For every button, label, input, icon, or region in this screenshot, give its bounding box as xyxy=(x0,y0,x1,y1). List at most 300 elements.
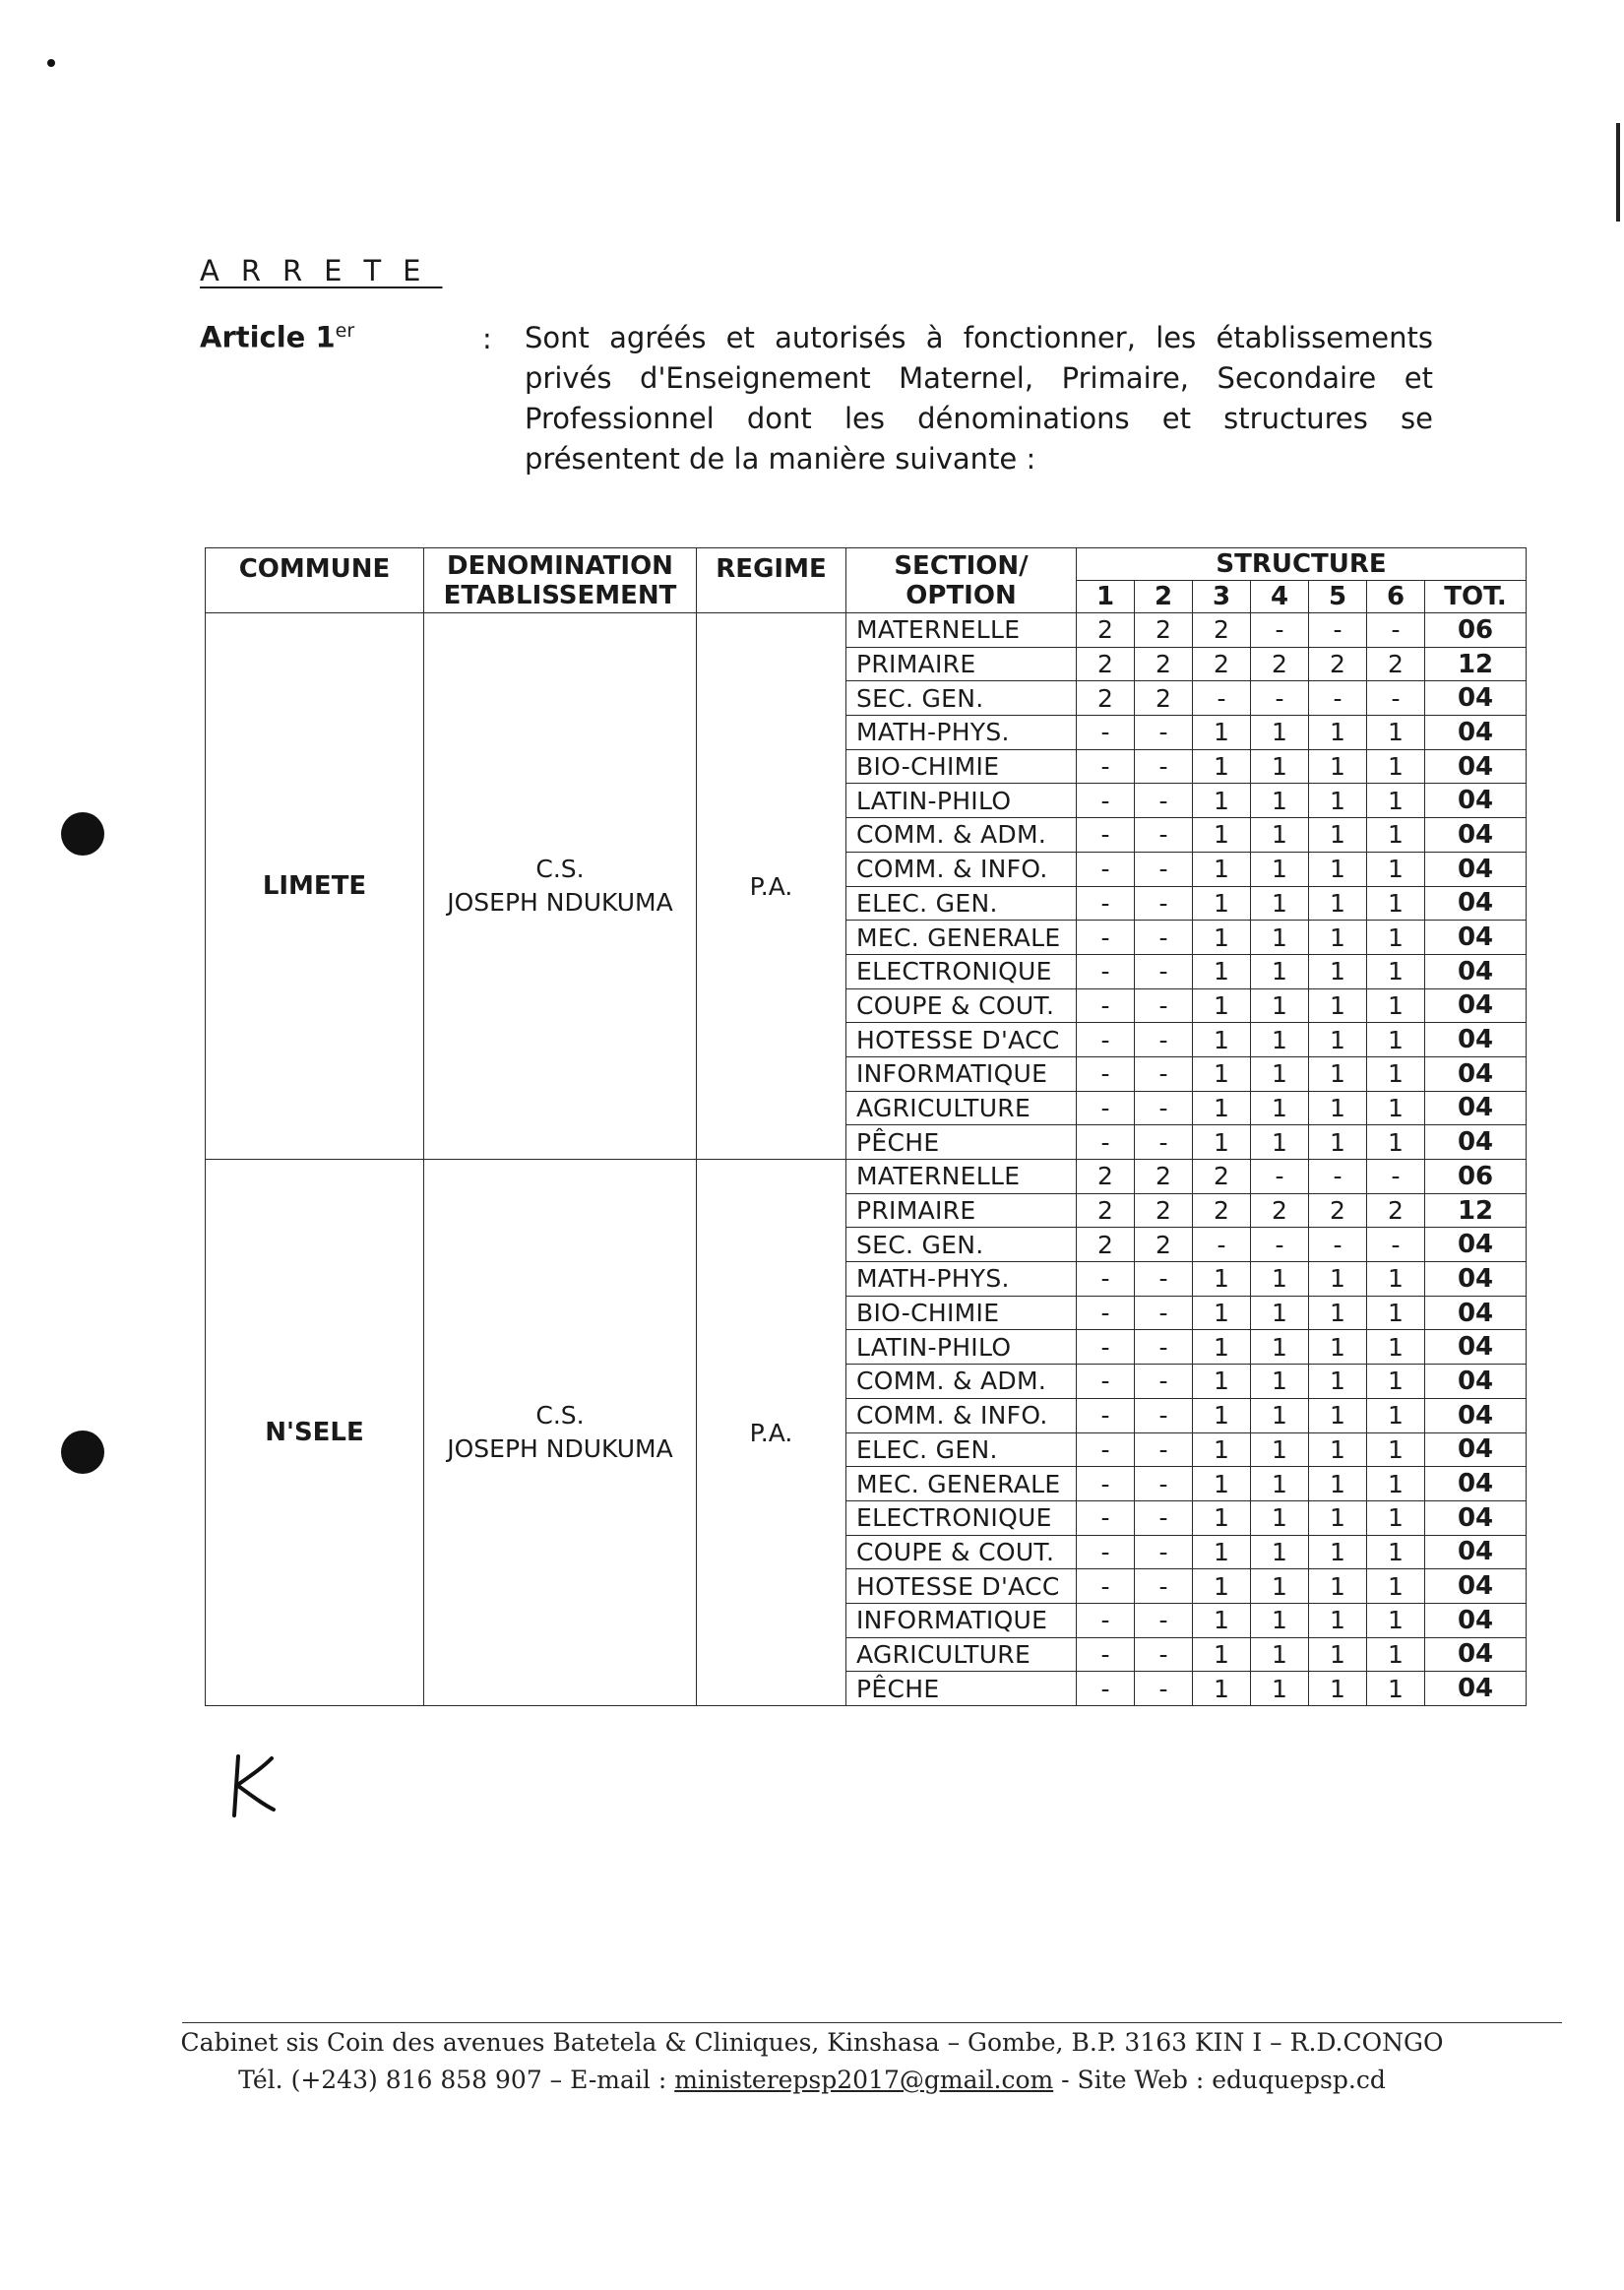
year-value-cell: - xyxy=(1077,1535,1135,1569)
year-value-cell: 1 xyxy=(1309,1023,1367,1057)
year-value-cell: 1 xyxy=(1309,1330,1367,1365)
year-value-cell: 1 xyxy=(1193,921,1251,955)
header-total: TOT. xyxy=(1425,581,1527,613)
structure-table xyxy=(205,547,1527,1706)
year-value-cell: 2 xyxy=(1309,1193,1367,1228)
article-label xyxy=(200,320,354,354)
year-value-cell: - xyxy=(1135,954,1193,988)
commune-name: N'SELE xyxy=(265,1418,364,1447)
header-structure: STRUCTURE xyxy=(1077,548,1527,581)
year-value-cell: - xyxy=(1135,1432,1193,1467)
total-cell: 04 xyxy=(1425,1296,1527,1330)
total-cell: 04 xyxy=(1425,988,1527,1023)
year-value-cell: 1 xyxy=(1309,1467,1367,1501)
year-value-cell: 2 xyxy=(1251,647,1309,681)
year-value-cell: 1 xyxy=(1367,921,1425,955)
year-value-cell: 1 xyxy=(1193,1535,1251,1569)
year-value-cell: - xyxy=(1251,1228,1309,1262)
footer-address: Cabinet sis Coin des avenues Batetela & Cliniques, Kinshasa – Gombe, B.P. 3163 KIN I – R.D.CONGO xyxy=(180,2028,1444,2057)
year-value-cell: 2 xyxy=(1135,647,1193,681)
year-value-cell: - xyxy=(1251,681,1309,716)
section-cell: ELEC. GEN. xyxy=(846,886,1077,921)
denomination-line2: JOSEPH NDUKUMA xyxy=(447,888,673,917)
header-year: 6 xyxy=(1367,581,1425,613)
total-cell: 04 xyxy=(1425,1432,1527,1467)
year-value-cell: 1 xyxy=(1251,784,1309,818)
total-cell: 04 xyxy=(1425,716,1527,750)
year-value-cell: 1 xyxy=(1251,1056,1309,1091)
punch-hole-lower xyxy=(61,1431,104,1474)
article-colon: : xyxy=(482,322,492,355)
year-value-cell: 1 xyxy=(1251,1672,1309,1706)
year-value-cell: 1 xyxy=(1193,1603,1251,1637)
section-cell: ELEC. GEN. xyxy=(846,1432,1077,1467)
year-value-cell: - xyxy=(1077,1569,1135,1604)
year-value-cell: 2 xyxy=(1077,1193,1135,1228)
year-value-cell: 1 xyxy=(1251,1467,1309,1501)
total-cell: 04 xyxy=(1425,784,1527,818)
header-year: 3 xyxy=(1193,581,1251,613)
year-value-cell: 1 xyxy=(1367,1056,1425,1091)
year-value-cell: 2 xyxy=(1135,613,1193,648)
year-value-cell: 1 xyxy=(1193,1056,1251,1091)
year-value-cell: 1 xyxy=(1309,1056,1367,1091)
year-value-cell: 2 xyxy=(1309,647,1367,681)
total-cell: 04 xyxy=(1425,1637,1527,1672)
year-value-cell: - xyxy=(1077,852,1135,886)
section-cell: MATH-PHYS. xyxy=(846,1262,1077,1297)
section-cell: ELECTRONIQUE xyxy=(846,1500,1077,1535)
year-value-cell: 1 xyxy=(1309,1500,1367,1535)
year-value-cell: 1 xyxy=(1193,886,1251,921)
year-value-cell: 1 xyxy=(1367,784,1425,818)
table-row xyxy=(206,613,1527,648)
signature-mark xyxy=(228,1750,287,1819)
total-cell: 04 xyxy=(1425,1603,1527,1637)
footer-email-link[interactable]: ministerepsp2017@gmail.com xyxy=(674,2066,1054,2094)
year-value-cell: - xyxy=(1077,921,1135,955)
year-value-cell: - xyxy=(1077,1398,1135,1432)
total-cell: 04 xyxy=(1425,1262,1527,1297)
year-value-cell: 1 xyxy=(1251,1637,1309,1672)
total-cell: 04 xyxy=(1425,1023,1527,1057)
section-cell: PRIMAIRE xyxy=(846,1193,1077,1228)
header-denomination-line1: DENOMINATION xyxy=(447,550,673,581)
year-value-cell: 1 xyxy=(1309,749,1367,784)
year-value-cell: 1 xyxy=(1251,1262,1309,1297)
year-value-cell: 1 xyxy=(1367,1262,1425,1297)
year-value-cell: - xyxy=(1135,818,1193,853)
year-value-cell: 1 xyxy=(1309,818,1367,853)
section-cell: SEC. GEN. xyxy=(846,681,1077,716)
year-value-cell: 1 xyxy=(1309,1091,1367,1125)
year-value-cell: 1 xyxy=(1367,716,1425,750)
total-cell: 04 xyxy=(1425,1091,1527,1125)
year-value-cell: 1 xyxy=(1367,1296,1425,1330)
year-value-cell: 1 xyxy=(1193,1432,1251,1467)
year-value-cell: - xyxy=(1135,1500,1193,1535)
year-value-cell: 2 xyxy=(1367,1193,1425,1228)
year-value-cell: - xyxy=(1135,1023,1193,1057)
article-label-superscript: er xyxy=(335,320,355,342)
year-value-cell: 1 xyxy=(1309,1569,1367,1604)
year-value-cell: - xyxy=(1077,1296,1135,1330)
year-value-cell: 1 xyxy=(1367,1569,1425,1604)
year-value-cell: 1 xyxy=(1251,1023,1309,1057)
header-year: 1 xyxy=(1077,581,1135,613)
article-text: Sont agréés et autorisés à fonctionner, les établissements privés d'Enseignement Maternel, Primaire, Secondaire et Professionnel dont les dénominations et structures se présentent de la manière suivante : xyxy=(525,321,1433,476)
total-cell: 04 xyxy=(1425,681,1527,716)
section-cell: COUPE & COUT. xyxy=(846,1535,1077,1569)
year-value-cell: 1 xyxy=(1251,716,1309,750)
year-value-cell: 1 xyxy=(1309,886,1367,921)
year-value-cell: - xyxy=(1077,716,1135,750)
regime-value: P.A. xyxy=(749,1418,793,1447)
year-value-cell: 1 xyxy=(1251,1330,1309,1365)
year-value-cell: - xyxy=(1367,681,1425,716)
year-value-cell: - xyxy=(1135,1398,1193,1432)
regime-cell xyxy=(697,613,846,1160)
year-value-cell: - xyxy=(1077,954,1135,988)
year-value-cell: 1 xyxy=(1251,749,1309,784)
header-year: 5 xyxy=(1309,581,1367,613)
header-year: 2 xyxy=(1135,581,1193,613)
year-value-cell: 1 xyxy=(1193,1330,1251,1365)
total-cell: 06 xyxy=(1425,613,1527,648)
year-value-cell: 1 xyxy=(1367,1023,1425,1057)
header-section-line1: SECTION/ xyxy=(894,550,1029,581)
year-value-cell: - xyxy=(1251,1160,1309,1194)
year-value-cell: 1 xyxy=(1309,784,1367,818)
section-cell: MATERNELLE xyxy=(846,1160,1077,1194)
year-value-cell: 2 xyxy=(1135,1160,1193,1194)
header-regime: REGIME xyxy=(697,548,846,613)
article-label-text: Article 1 xyxy=(200,320,336,354)
section-cell: LATIN-PHILO xyxy=(846,784,1077,818)
section-cell: MATERNELLE xyxy=(846,613,1077,648)
year-value-cell: 1 xyxy=(1193,988,1251,1023)
year-value-cell: 2 xyxy=(1077,1228,1135,1262)
year-value-cell: - xyxy=(1309,613,1367,648)
year-value-cell: - xyxy=(1135,988,1193,1023)
year-value-cell: 1 xyxy=(1309,1603,1367,1637)
section-cell: BIO-CHIMIE xyxy=(846,1296,1077,1330)
year-value-cell: 1 xyxy=(1251,818,1309,853)
header-section xyxy=(846,548,1077,613)
total-cell: 04 xyxy=(1425,921,1527,955)
total-cell: 04 xyxy=(1425,818,1527,853)
commune-name: LIMETE xyxy=(262,871,367,901)
year-value-cell: - xyxy=(1135,1672,1193,1706)
denomination-line1: C.S. xyxy=(535,1401,585,1430)
year-value-cell: 1 xyxy=(1367,1500,1425,1535)
header-commune: COMMUNE xyxy=(206,548,424,613)
year-value-cell: 1 xyxy=(1367,1330,1425,1365)
year-value-cell: 1 xyxy=(1193,818,1251,853)
year-value-cell: - xyxy=(1135,921,1193,955)
year-value-cell: - xyxy=(1367,613,1425,648)
year-value-cell: 1 xyxy=(1251,1296,1309,1330)
year-value-cell: 1 xyxy=(1193,1365,1251,1399)
year-value-cell: 1 xyxy=(1309,716,1367,750)
section-cell: HOTESSE D'ACC xyxy=(846,1569,1077,1604)
footer-phone: Tél. (+243) 816 858 907 – E-mail : xyxy=(238,2066,675,2094)
year-value-cell: 1 xyxy=(1367,818,1425,853)
year-value-cell: 1 xyxy=(1367,1398,1425,1432)
year-value-cell: 1 xyxy=(1309,921,1367,955)
year-value-cell: 1 xyxy=(1367,1365,1425,1399)
year-value-cell: - xyxy=(1135,886,1193,921)
year-value-cell: - xyxy=(1077,1672,1135,1706)
total-cell: 04 xyxy=(1425,749,1527,784)
section-cell: COMM. & ADM. xyxy=(846,818,1077,853)
year-value-cell: 1 xyxy=(1367,1467,1425,1501)
section-cell: COMM. & ADM. xyxy=(846,1365,1077,1399)
header-denomination xyxy=(424,548,697,613)
year-value-cell: - xyxy=(1367,1228,1425,1262)
year-value-cell: 1 xyxy=(1251,988,1309,1023)
year-value-cell: 2 xyxy=(1077,1160,1135,1194)
year-value-cell: 1 xyxy=(1251,1603,1309,1637)
denomination-cell xyxy=(424,1160,697,1706)
section-cell: MEC. GENERALE xyxy=(846,921,1077,955)
header-year: 4 xyxy=(1251,581,1309,613)
year-value-cell: 1 xyxy=(1193,716,1251,750)
year-value-cell: 1 xyxy=(1251,1091,1309,1125)
year-value-cell: - xyxy=(1077,1365,1135,1399)
year-value-cell: 1 xyxy=(1367,1603,1425,1637)
section-cell: LATIN-PHILO xyxy=(846,1330,1077,1365)
year-value-cell: 1 xyxy=(1251,954,1309,988)
year-value-cell: - xyxy=(1367,1160,1425,1194)
year-value-cell: 2 xyxy=(1135,1193,1193,1228)
year-value-cell: 1 xyxy=(1367,852,1425,886)
year-value-cell: - xyxy=(1077,818,1135,853)
total-cell: 04 xyxy=(1425,1056,1527,1091)
footer-website-label: - Site Web : xyxy=(1053,2066,1213,2094)
year-value-cell: 1 xyxy=(1367,988,1425,1023)
year-value-cell: - xyxy=(1077,1637,1135,1672)
year-value-cell: - xyxy=(1077,1262,1135,1297)
footer-contact xyxy=(0,2066,1624,2094)
total-cell: 04 xyxy=(1425,852,1527,886)
year-value-cell: - xyxy=(1077,1091,1135,1125)
total-cell: 12 xyxy=(1425,647,1527,681)
year-value-cell: - xyxy=(1135,784,1193,818)
year-value-cell: - xyxy=(1077,1330,1135,1365)
year-value-cell: - xyxy=(1135,1056,1193,1091)
total-cell: 12 xyxy=(1425,1193,1527,1228)
year-value-cell: 1 xyxy=(1309,988,1367,1023)
year-value-cell: - xyxy=(1309,1160,1367,1194)
year-value-cell: 1 xyxy=(1193,852,1251,886)
year-value-cell: - xyxy=(1135,1569,1193,1604)
year-value-cell: 1 xyxy=(1251,1398,1309,1432)
year-value-cell: 1 xyxy=(1367,1535,1425,1569)
section-cell: SEC. GEN. xyxy=(846,1228,1077,1262)
year-value-cell: - xyxy=(1135,1125,1193,1160)
year-value-cell: 1 xyxy=(1193,1569,1251,1604)
section-cell: COMM. & INFO. xyxy=(846,1398,1077,1432)
punch-hole-upper xyxy=(61,812,104,856)
regime-value: P.A. xyxy=(749,871,793,901)
year-value-cell: 1 xyxy=(1367,1672,1425,1706)
section-cell: COMM. & INFO. xyxy=(846,852,1077,886)
year-value-cell: 1 xyxy=(1193,1125,1251,1160)
total-cell: 04 xyxy=(1425,886,1527,921)
year-value-cell: 1 xyxy=(1309,1672,1367,1706)
year-value-cell: 1 xyxy=(1367,1637,1425,1672)
year-value-cell: 2 xyxy=(1367,647,1425,681)
year-value-cell: 1 xyxy=(1309,1365,1367,1399)
year-value-cell: - xyxy=(1077,1125,1135,1160)
year-value-cell: 1 xyxy=(1309,1296,1367,1330)
section-cell: INFORMATIQUE xyxy=(846,1056,1077,1091)
section-cell: COUPE & COUT. xyxy=(846,988,1077,1023)
footer-website: eduquepsp.cd xyxy=(1212,2066,1386,2094)
year-value-cell: - xyxy=(1135,1603,1193,1637)
year-value-cell: - xyxy=(1077,988,1135,1023)
year-value-cell: 1 xyxy=(1309,1262,1367,1297)
year-value-cell: 1 xyxy=(1193,749,1251,784)
year-value-cell: 1 xyxy=(1367,1091,1425,1125)
year-value-cell: - xyxy=(1251,613,1309,648)
section-cell: MATH-PHYS. xyxy=(846,716,1077,750)
year-value-cell: 1 xyxy=(1367,1432,1425,1467)
section-cell: AGRICULTURE xyxy=(846,1091,1077,1125)
year-value-cell: 2 xyxy=(1251,1193,1309,1228)
section-cell: BIO-CHIMIE xyxy=(846,749,1077,784)
total-cell: 04 xyxy=(1425,1672,1527,1706)
year-value-cell: - xyxy=(1309,1228,1367,1262)
total-cell: 04 xyxy=(1425,1569,1527,1604)
year-value-cell: 1 xyxy=(1193,784,1251,818)
total-cell: 04 xyxy=(1425,1398,1527,1432)
footer-rule xyxy=(182,2022,1562,2023)
year-value-cell: - xyxy=(1077,1432,1135,1467)
total-cell: 04 xyxy=(1425,1535,1527,1569)
year-value-cell: 1 xyxy=(1193,1262,1251,1297)
year-value-cell: 1 xyxy=(1193,1672,1251,1706)
scan-speck xyxy=(47,59,55,67)
year-value-cell: 1 xyxy=(1367,886,1425,921)
year-value-cell: 1 xyxy=(1251,1432,1309,1467)
total-cell: 06 xyxy=(1425,1160,1527,1194)
year-value-cell: 2 xyxy=(1193,1193,1251,1228)
year-value-cell: - xyxy=(1135,1637,1193,1672)
total-cell: 04 xyxy=(1425,1500,1527,1535)
year-value-cell: 2 xyxy=(1193,613,1251,648)
section-cell: PÊCHE xyxy=(846,1672,1077,1706)
year-value-cell: - xyxy=(1135,1467,1193,1501)
denomination-line1: C.S. xyxy=(535,855,585,883)
year-value-cell: - xyxy=(1135,1330,1193,1365)
section-cell: HOTESSE D'ACC xyxy=(846,1023,1077,1057)
denomination-line2: JOSEPH NDUKUMA xyxy=(447,1434,673,1463)
decree-heading: ARRETE xyxy=(200,254,443,287)
year-value-cell: - xyxy=(1135,1296,1193,1330)
year-value-cell: 1 xyxy=(1251,1125,1309,1160)
total-cell: 04 xyxy=(1425,1228,1527,1262)
regime-cell xyxy=(697,1160,846,1706)
year-value-cell: 1 xyxy=(1193,1023,1251,1057)
year-value-cell: 1 xyxy=(1251,852,1309,886)
year-value-cell: 1 xyxy=(1309,1432,1367,1467)
commune-cell xyxy=(206,613,424,1160)
section-cell: ELECTRONIQUE xyxy=(846,954,1077,988)
year-value-cell: - xyxy=(1135,1262,1193,1297)
year-value-cell: 1 xyxy=(1193,1637,1251,1672)
year-value-cell: - xyxy=(1135,1365,1193,1399)
year-value-cell: 1 xyxy=(1251,1500,1309,1535)
scan-edge-mark xyxy=(1616,123,1620,222)
commune-cell xyxy=(206,1160,424,1706)
year-value-cell: 2 xyxy=(1077,647,1135,681)
year-value-cell: 1 xyxy=(1367,954,1425,988)
year-value-cell: 1 xyxy=(1309,1398,1367,1432)
year-value-cell: - xyxy=(1077,1500,1135,1535)
year-value-cell: 2 xyxy=(1193,1160,1251,1194)
table-body xyxy=(206,613,1527,1706)
header-denomination-line2: ETABLISSEMENT xyxy=(443,580,677,610)
year-value-cell: 2 xyxy=(1077,613,1135,648)
section-cell: PÊCHE xyxy=(846,1125,1077,1160)
year-value-cell: 1 xyxy=(1309,1535,1367,1569)
total-cell: 04 xyxy=(1425,954,1527,988)
year-value-cell: - xyxy=(1077,749,1135,784)
year-value-cell: - xyxy=(1135,852,1193,886)
year-value-cell: - xyxy=(1077,1056,1135,1091)
year-value-cell: 1 xyxy=(1367,1125,1425,1160)
year-value-cell: 1 xyxy=(1193,1091,1251,1125)
header-section-line2: OPTION xyxy=(906,580,1017,610)
year-value-cell: 2 xyxy=(1135,1228,1193,1262)
year-value-cell: - xyxy=(1193,1228,1251,1262)
year-value-cell: 1 xyxy=(1193,1296,1251,1330)
year-value-cell: - xyxy=(1135,716,1193,750)
year-value-cell: 1 xyxy=(1367,749,1425,784)
section-cell: MEC. GENERALE xyxy=(846,1467,1077,1501)
year-value-cell: 2 xyxy=(1193,647,1251,681)
year-value-cell: 2 xyxy=(1135,681,1193,716)
total-cell: 04 xyxy=(1425,1330,1527,1365)
section-cell: INFORMATIQUE xyxy=(846,1603,1077,1637)
year-value-cell: 1 xyxy=(1309,954,1367,988)
section-cell: PRIMAIRE xyxy=(846,647,1077,681)
year-value-cell: 2 xyxy=(1077,681,1135,716)
year-value-cell: 1 xyxy=(1193,1467,1251,1501)
year-value-cell: 1 xyxy=(1251,921,1309,955)
table-row xyxy=(206,1160,1527,1194)
year-value-cell: - xyxy=(1135,1535,1193,1569)
year-value-cell: - xyxy=(1077,784,1135,818)
year-value-cell: 1 xyxy=(1193,1398,1251,1432)
year-value-cell: 1 xyxy=(1251,1365,1309,1399)
total-cell: 04 xyxy=(1425,1467,1527,1501)
year-value-cell: - xyxy=(1077,1023,1135,1057)
year-value-cell: 1 xyxy=(1251,1535,1309,1569)
year-value-cell: 1 xyxy=(1309,852,1367,886)
year-value-cell: 1 xyxy=(1193,954,1251,988)
year-value-cell: - xyxy=(1077,1603,1135,1637)
year-value-cell: - xyxy=(1077,886,1135,921)
year-value-cell: - xyxy=(1193,681,1251,716)
year-value-cell: - xyxy=(1077,1467,1135,1501)
year-value-cell: 1 xyxy=(1309,1125,1367,1160)
year-value-cell: - xyxy=(1309,681,1367,716)
year-value-cell: 1 xyxy=(1251,1569,1309,1604)
year-value-cell: 1 xyxy=(1193,1500,1251,1535)
